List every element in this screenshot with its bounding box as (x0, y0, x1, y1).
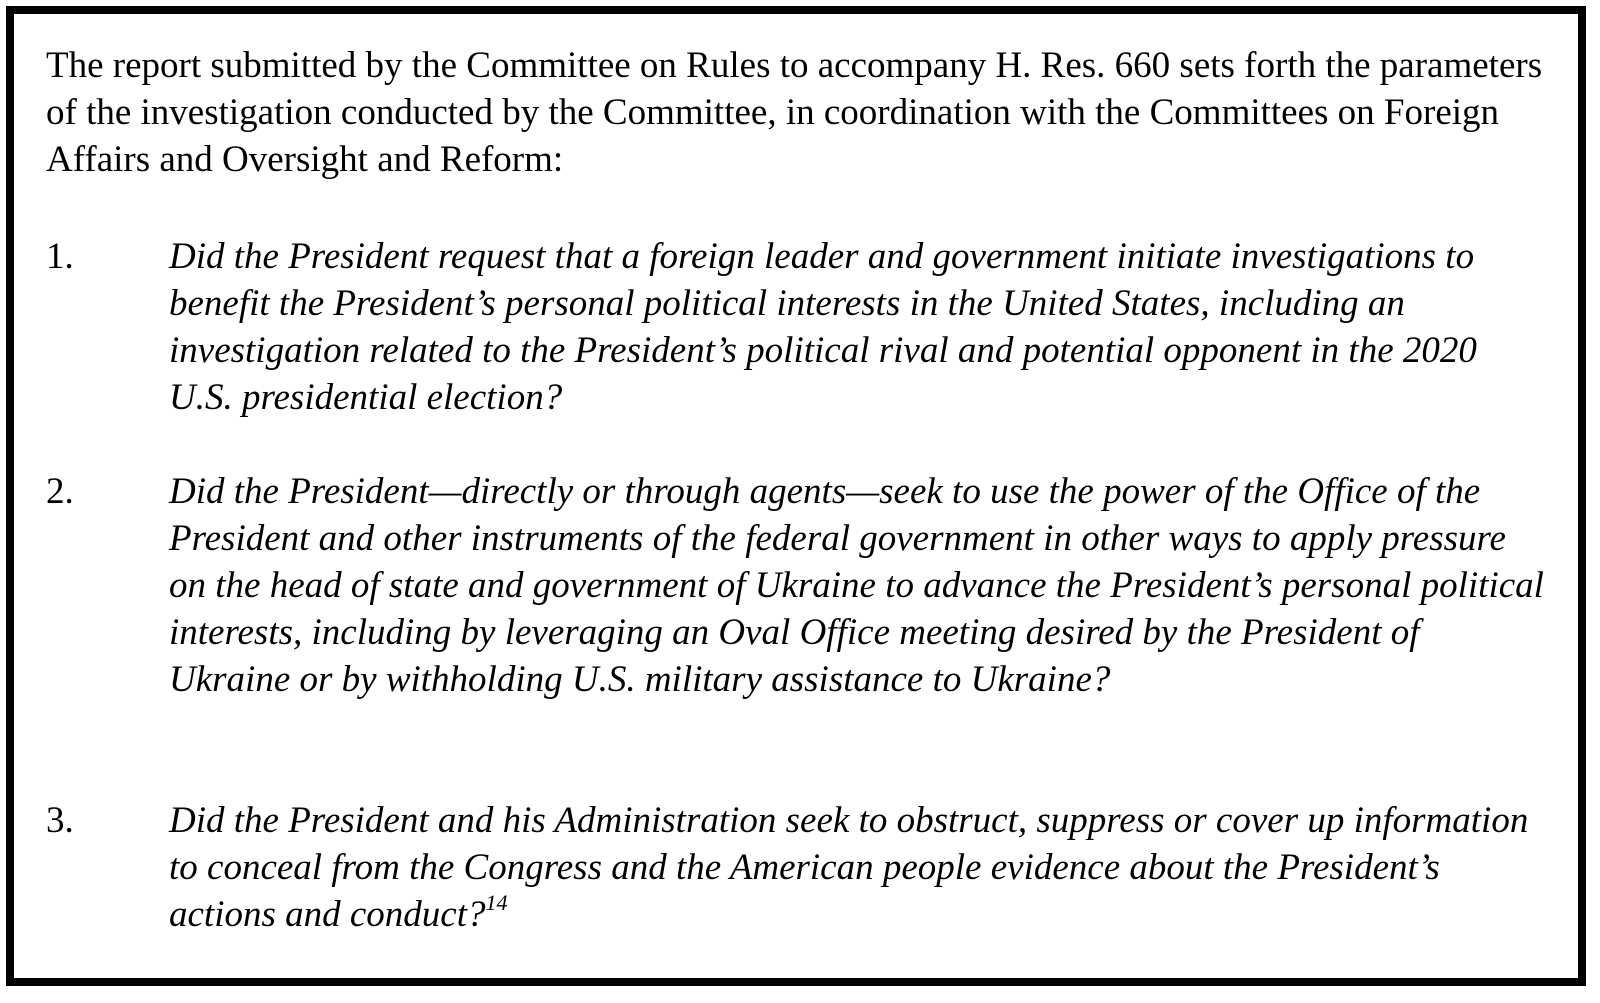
item-number: 3. (46, 800, 74, 841)
item-text-body: Did the President and his Administration seek to obstruct, suppress or cover up information to conceal from the Congress and the American people evidence about the President’s actions and conduct? (169, 800, 1529, 935)
item-text: Did the President request that a foreign leader and government initiate investigations to benefit the President’s personal political interests in the United States, including an investigation related to the President’s political rival and potential opponent in the 2020 U.S. presidential election? (169, 236, 1477, 418)
document-frame (6, 6, 1586, 986)
item-text: Did the President—directly or through agents—seek to use the power of the Office of the President and other instruments of the federal government in other ways to apply pressure on the head of state and government of Ukraine to advance the President’s personal political interests, including by leveraging an Oval Office meeting desired by the President of Ukraine or by withholding U.S. military assistance to Ukraine? (169, 471, 1544, 700)
item-number: 2. (46, 471, 74, 512)
footnote-marker: 14 (485, 890, 508, 915)
item-text (169, 797, 1549, 938)
item-number: 1. (46, 236, 74, 277)
intro-paragraph: The report submitted by the Committee on Rules to accompany H. Res. 660 sets forth the parameters of the investigation conducted by the Committee, in coordination with the Committees on Foreign Affairs and Oversight and Reform: (46, 45, 1543, 180)
